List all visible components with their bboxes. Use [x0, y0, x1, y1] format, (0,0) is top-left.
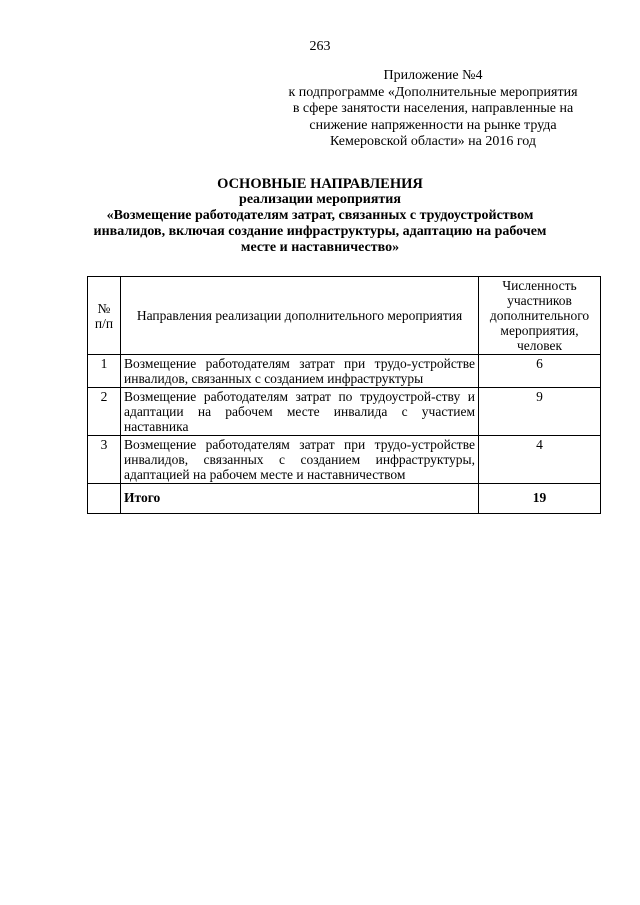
appendix-line: снижение напряженности на рынке труда [309, 117, 557, 133]
total-count: 19 [479, 484, 601, 514]
header-num: № п/п [88, 277, 121, 355]
header-direction: Направления реализации дополнительного мероприятия [121, 277, 479, 355]
row-num: 2 [88, 388, 121, 436]
title-name-line: месте и наставничество» [240, 240, 400, 255]
row-direction: Возмещение работодателям затрат при трудо-устройстве инвалидов, связанных с созданием инфраструктуры [121, 355, 479, 388]
row-count: 6 [479, 355, 601, 388]
table-row [88, 436, 601, 484]
row-count: 4 [479, 436, 601, 484]
appendix-line: к подпрограмме «Дополнительные мероприятия [288, 84, 578, 100]
appendix-line: в сфере занятости населения, направленные на [292, 101, 574, 116]
title-main: ОСНОВНЫЕ НАПРАВЛЕНИЯ [217, 176, 423, 192]
directions-table [87, 276, 601, 514]
header-count: Численность участников дополнительного мероприятия, человек [479, 277, 601, 355]
row-count: 9 [479, 388, 601, 436]
appendix-note [268, 68, 598, 151]
title-name-line: инвалидов, включая создание инфраструктуры, адаптацию на рабочем [93, 224, 547, 239]
row-num: 3 [88, 436, 121, 484]
row-direction: Возмещение работодателям затрат при трудо-устройстве инвалидов, связанных с созданием инфраструктуры, адаптацией на рабочем месте и наставничеством [121, 436, 479, 484]
total-row [88, 484, 601, 514]
table-row [88, 355, 601, 388]
page-number: 263 [309, 39, 331, 54]
row-direction: Возмещение работодателям затрат по трудоустрой-ству и адаптации на рабочем месте инвалида с участием наставника [121, 388, 479, 436]
table-row [88, 388, 601, 436]
document-title [60, 176, 580, 256]
appendix-line: Приложение №4 [383, 68, 483, 83]
row-num: 1 [88, 355, 121, 388]
appendix-line: Кемеровской области» на 2016 год [329, 134, 537, 149]
total-label: Итого [121, 484, 479, 514]
total-num-empty [88, 484, 121, 514]
title-name-line: «Возмещение работодателям затрат, связанных с трудоустройством [106, 208, 534, 223]
table-header-row [88, 277, 601, 355]
title-sub: реализации мероприятия [239, 192, 401, 207]
